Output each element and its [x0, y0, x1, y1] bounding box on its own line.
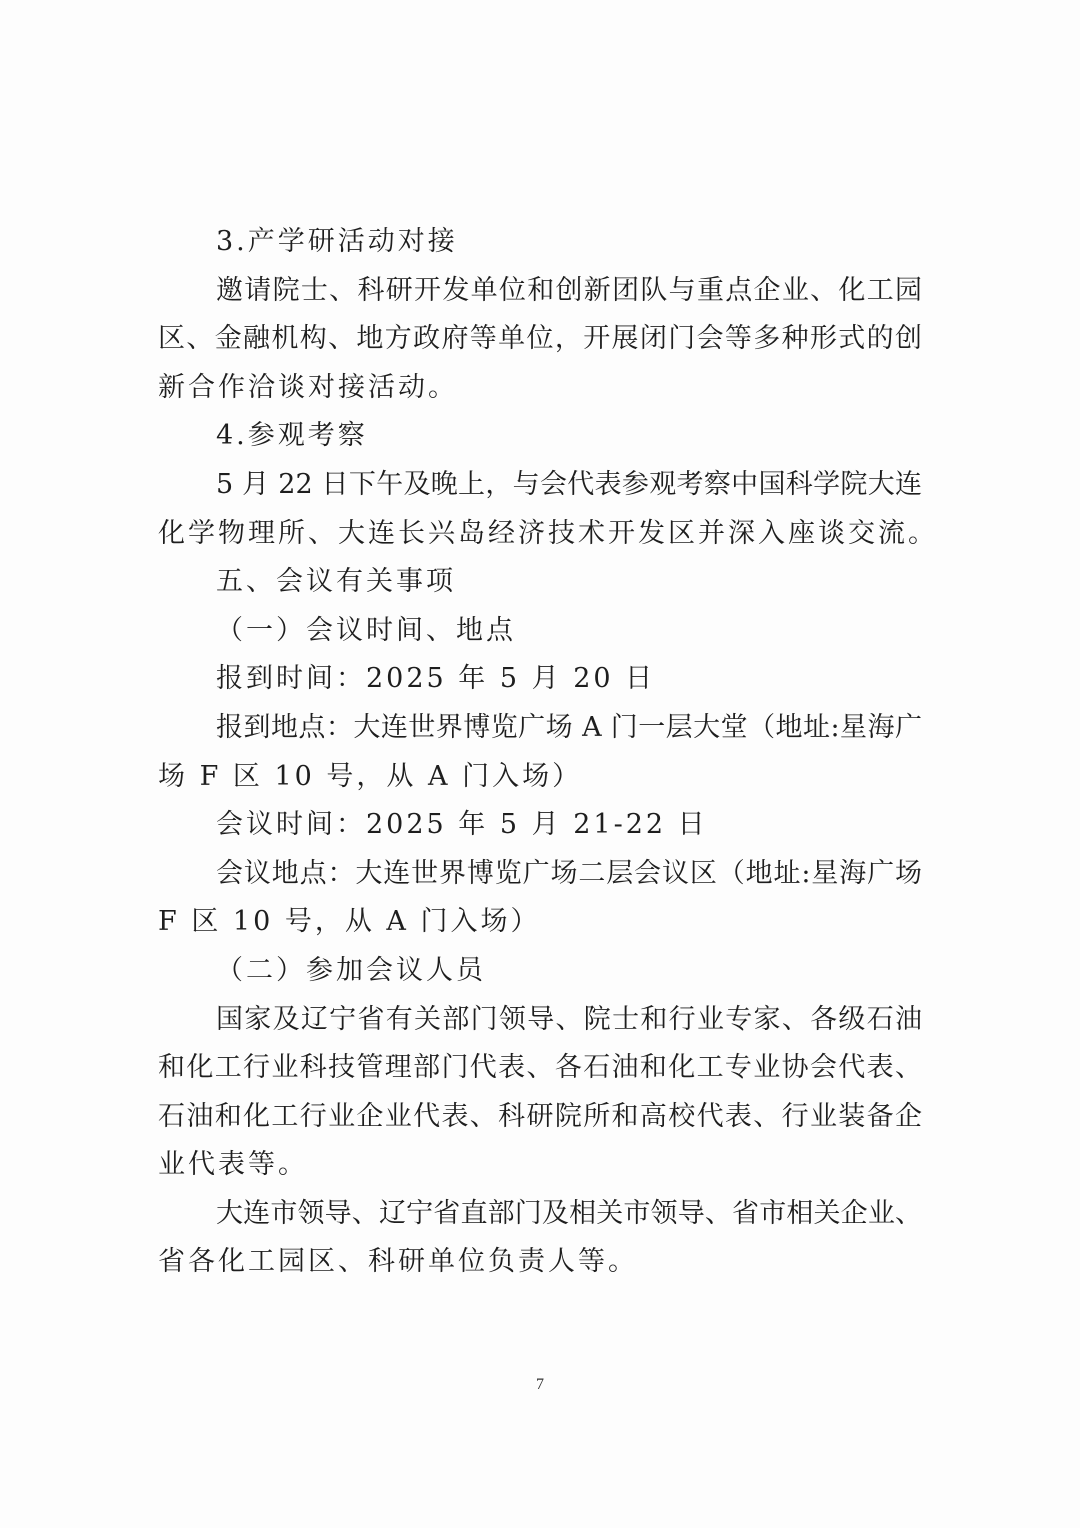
- paragraph-line: 和化工行业科技管理部门代表、各石油和化工专业协会代表、: [158, 1052, 922, 1084]
- paragraph-line: 区、金融机构、地方政府等单位，开展闭门会等多种形式的创: [158, 323, 922, 355]
- paragraph-line: 化学物理所、大连长兴岛经济技术开发区并深入座谈交流。: [158, 517, 938, 549]
- registration-place-continued: 场 F 区 10 号，从 A 门入场）: [158, 760, 583, 792]
- paragraph-line: 新合作洽谈对接活动。: [158, 371, 458, 403]
- meeting-place-continued: F 区 10 号，从 A 门入场）: [158, 906, 541, 938]
- section-heading-meeting-matters: 五、会议有关事项: [216, 566, 456, 598]
- meeting-place: 会议地点：大连世界博览广场二层会议区（地址:星海广场: [216, 857, 922, 889]
- paragraph-line: 大连市领导、辽宁省直部门及相关市领导、省市相关企业、: [216, 1197, 922, 1229]
- paragraph-line: 石油和化工行业企业代表、科研院所和高校代表、行业装备企: [158, 1100, 922, 1132]
- paragraph-line: 省各化工园区、科研单位负责人等。: [158, 1246, 638, 1278]
- meeting-time: 会议时间：2025 年 5 月 21-22 日: [216, 809, 708, 841]
- paragraph-line: 5 月 22 日下午及晚上，与会代表参观考察中国科学院大连: [216, 468, 922, 500]
- registration-place: 报到地点：大连世界博览广场 A 门一层大堂（地址:星海广: [216, 711, 922, 743]
- paragraph-line: 业代表等。: [158, 1149, 308, 1181]
- paragraph-line: 国家及辽宁省有关部门领导、院士和行业专家、各级石油: [216, 1003, 922, 1035]
- document-body: [158, 218, 938, 1287]
- subsection-heading-attendees: （二）参加会议人员: [216, 954, 486, 986]
- section-heading-industry-research: 3.产学研活动对接: [216, 226, 458, 257]
- registration-time: 报到时间：2025 年 5 月 20 日: [216, 663, 656, 695]
- subsection-heading-time-place: （一）会议时间、地点: [216, 614, 516, 646]
- section-heading-visit: 4.参观考察: [216, 420, 368, 452]
- page-number: 7: [536, 1376, 544, 1393]
- paragraph-line: 邀请院士、科研开发单位和创新团队与重点企业、化工园: [216, 274, 922, 306]
